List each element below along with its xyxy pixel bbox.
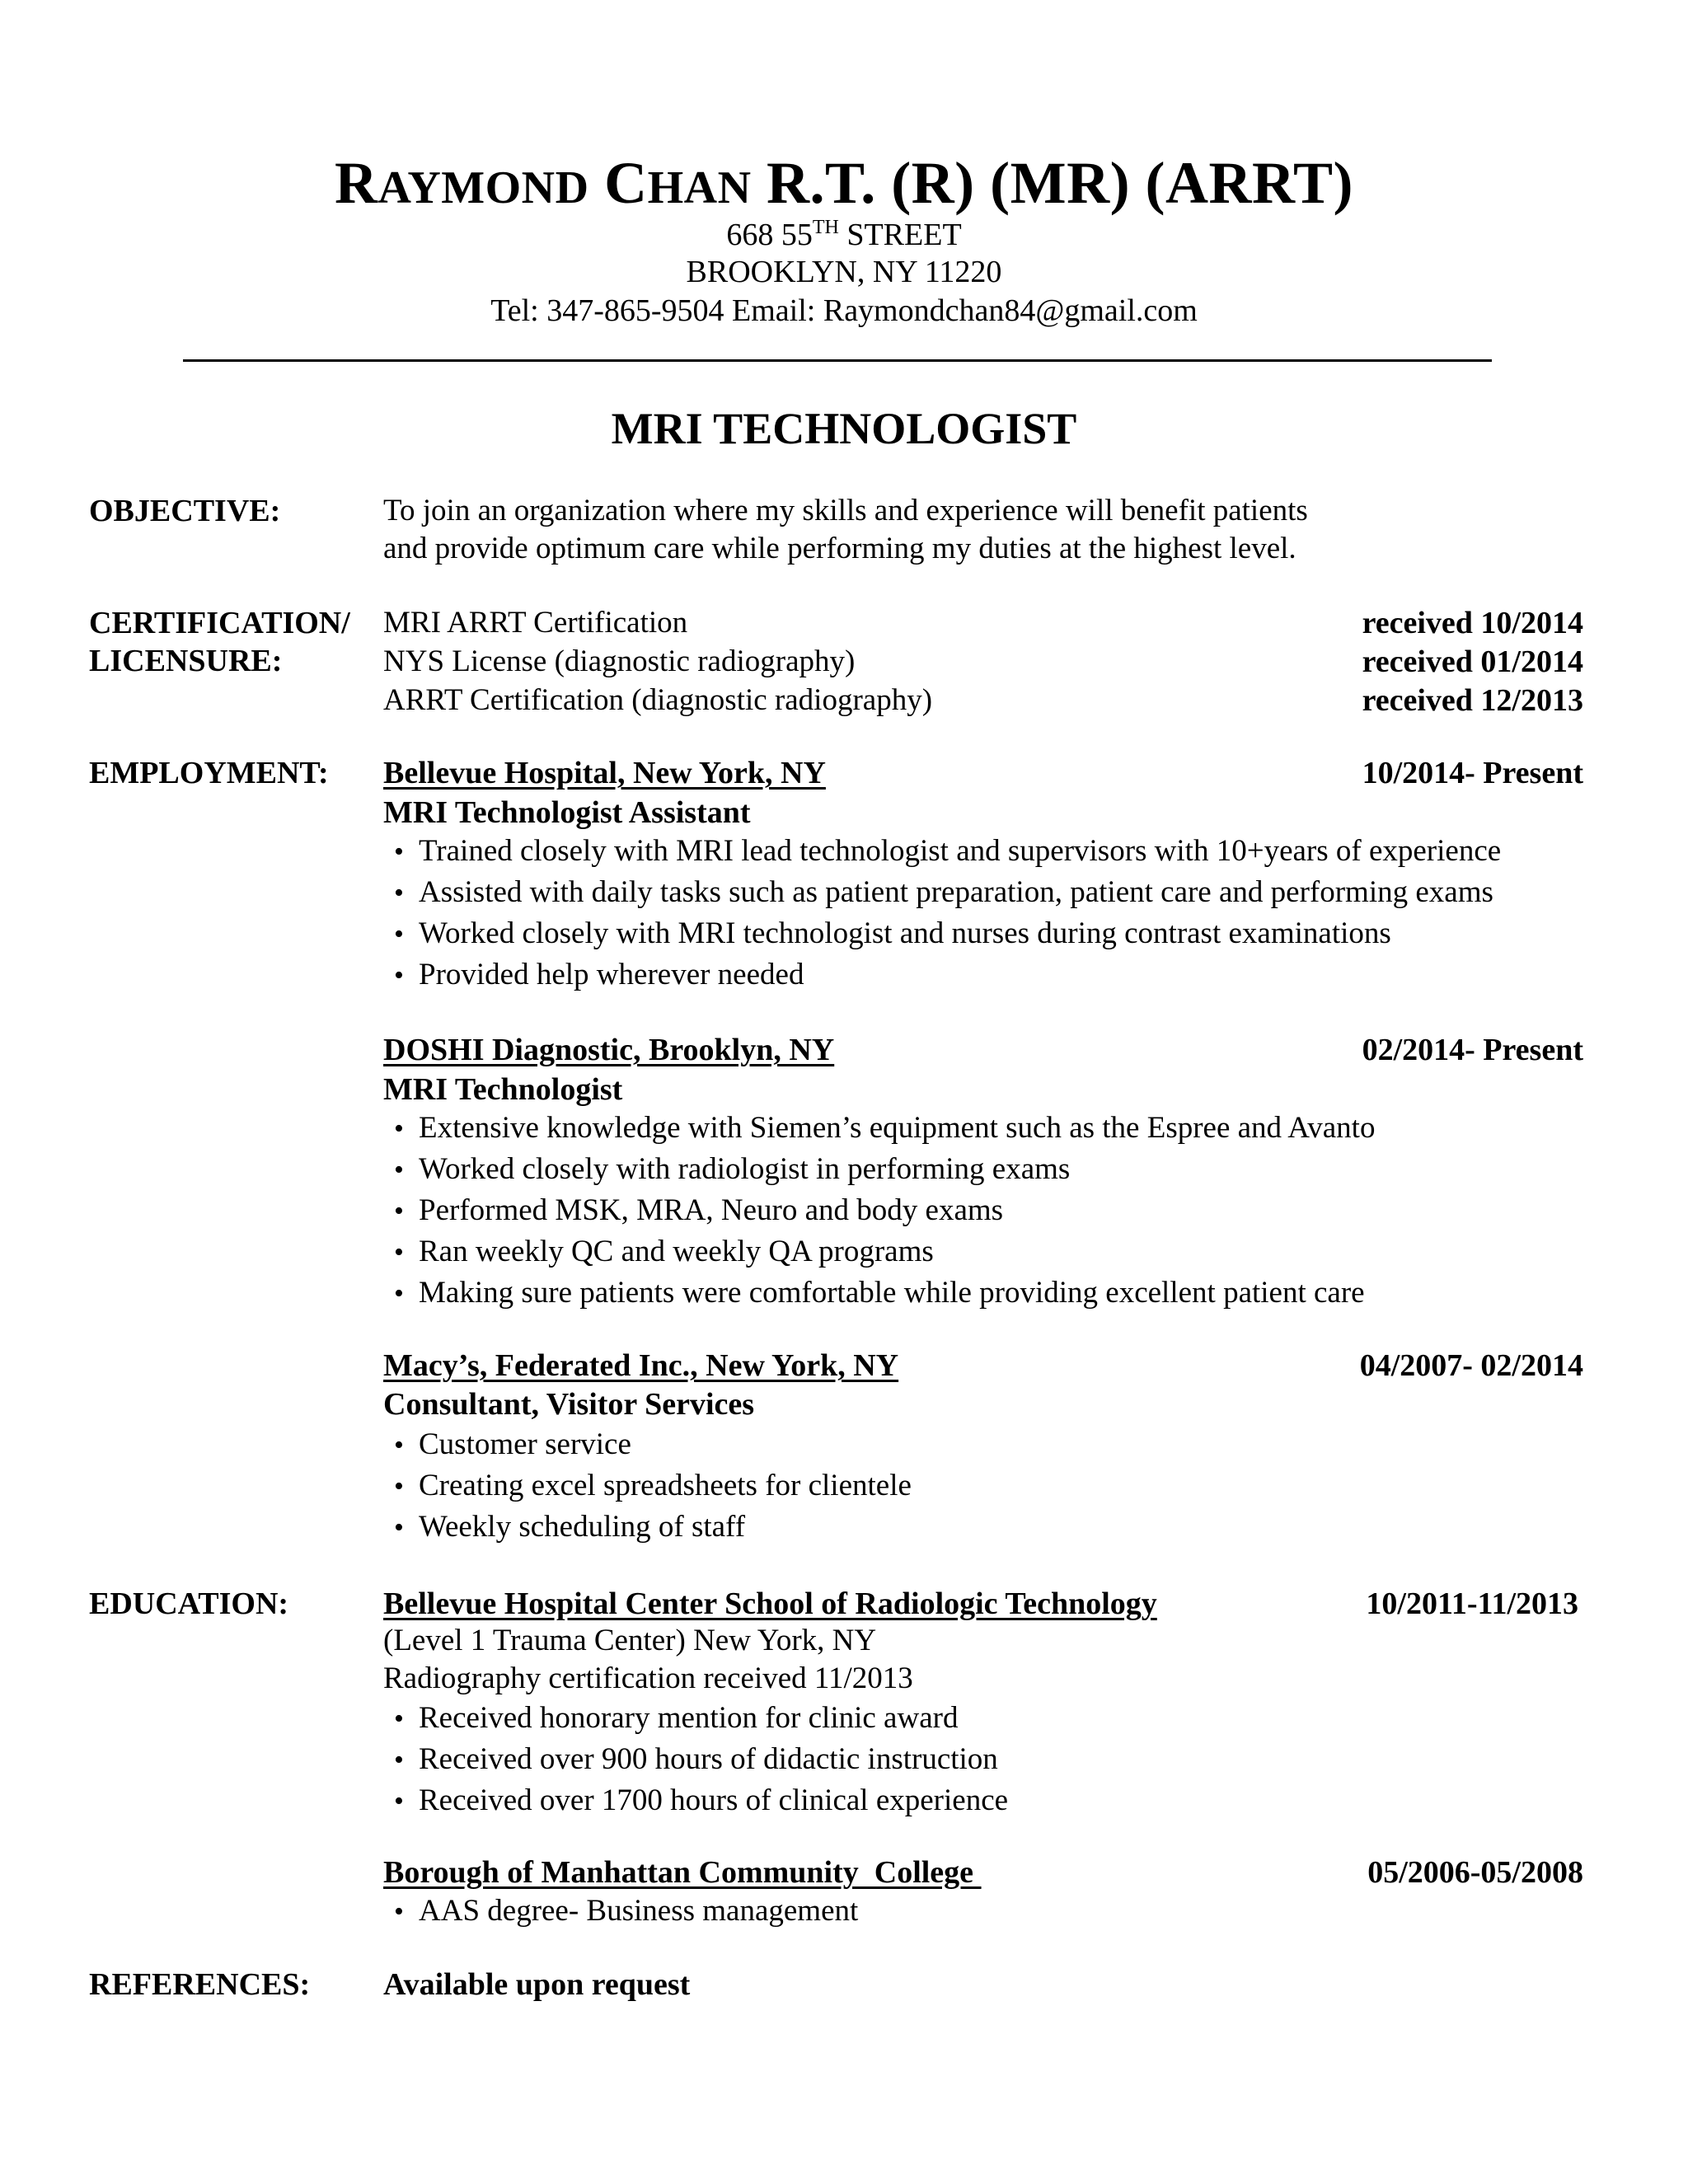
list-item: • Making sure patients were comfortable while providing excellent patient care xyxy=(394,1272,1375,1314)
employer-name: Macy’s, Federated Inc., New York, NY xyxy=(383,1348,899,1383)
education-dates: 10/2011-11/2013 xyxy=(1366,1586,1578,1621)
job-duties-list xyxy=(394,831,1501,996)
list-item: • Weekly scheduling of staff xyxy=(394,1507,912,1548)
address-superscript: TH xyxy=(812,217,839,238)
school-detail: (Level 1 Trauma Center) New York, NY xyxy=(383,1624,877,1657)
job-role: MRI Technologist Assistant xyxy=(383,795,751,830)
list-item: • Provided help wherever needed xyxy=(394,954,1501,996)
employer-name: Bellevue Hospital, New York, NY xyxy=(383,756,826,790)
education-label: EDUCATION: xyxy=(89,1586,289,1621)
objective-label: OBJECTIVE: xyxy=(89,494,281,528)
objective-line-1: To join an organization where my skills and experience will benefit patients xyxy=(383,494,1308,527)
employment-label: EMPLOYMENT: xyxy=(89,756,329,790)
name-initial-first: R xyxy=(335,150,378,216)
references-text: Available upon request xyxy=(383,1967,691,2002)
education-dates: 05/2006-05/2008 xyxy=(1367,1855,1583,1890)
certification-date: received 12/2013 xyxy=(1362,683,1583,718)
job-role: MRI Technologist xyxy=(383,1072,623,1107)
list-item: • AAS degree- Business management xyxy=(394,1891,858,1932)
name-credentials: R.T. (R) (MR) (ARRT) xyxy=(767,150,1353,216)
certification-label: CERTIFICATION/ xyxy=(89,606,350,640)
certification-item: NYS License (diagnostic radiography) xyxy=(383,644,856,678)
job-duties-list xyxy=(394,1424,912,1548)
references-label: REFERENCES: xyxy=(89,1967,311,2002)
list-item: • Extensive knowledge with Siemen’s equipment such as the Espree and Avanto xyxy=(394,1108,1375,1149)
employment-dates: 04/2007- 02/2014 xyxy=(1359,1348,1583,1383)
list-item: • Received honorary mention for clinic award xyxy=(394,1698,1008,1739)
school-name: Bellevue Hospital Center School of Radiologic Technology xyxy=(383,1586,1157,1621)
list-item: • Customer service xyxy=(394,1424,912,1465)
school-name: Borough of Manhattan Community College xyxy=(383,1855,982,1890)
list-item: • Performed MSK, MRA, Neuro and body exams xyxy=(394,1190,1375,1231)
employer-name: DOSHI Diagnostic, Brooklyn, NY xyxy=(383,1033,835,1067)
education-achievements-list xyxy=(394,1698,1008,1821)
job-role: Consultant, Visitor Services xyxy=(383,1387,755,1422)
certification-item: MRI ARRT Certification xyxy=(383,606,688,640)
licensure-label: LICENSURE: xyxy=(89,644,283,678)
education-achievements-list xyxy=(394,1891,858,1932)
list-item: • Received over 1700 hours of clinical experience xyxy=(394,1780,1008,1821)
job-duties-list xyxy=(394,1108,1375,1314)
name-initial-last: C xyxy=(604,150,648,216)
list-item: • Worked closely with radiologist in performing exams xyxy=(394,1149,1375,1190)
city-line: BROOKLYN, NY 11220 xyxy=(686,255,1002,289)
list-item: • Ran weekly QC and weekly QA programs xyxy=(394,1231,1375,1272)
certification-item: ARRT Certification (diagnostic radiography) xyxy=(383,683,933,717)
address-number: 668 55 xyxy=(726,218,813,252)
job-title: MRI TECHNOLOGIST xyxy=(611,404,1077,453)
list-item: • Worked closely with MRI technologist and nurses during contrast examinations xyxy=(394,913,1501,954)
address-line xyxy=(0,214,1688,255)
list-item: • Received over 900 hours of didactic instruction xyxy=(394,1739,1008,1780)
address-street: STREET xyxy=(846,218,962,252)
candidate-name xyxy=(0,150,1688,221)
employment-dates: 10/2014- Present xyxy=(1362,756,1583,790)
employment-dates: 02/2014- Present xyxy=(1362,1033,1583,1067)
list-item: • Creating excel spreadsheets for clientele xyxy=(394,1465,912,1507)
certification-date: received 10/2014 xyxy=(1362,606,1583,640)
certification-date: received 01/2014 xyxy=(1362,644,1583,679)
name-rest-last: HAN xyxy=(647,162,752,213)
objective-line-2: and provide optimum care while performing my duties at the highest level. xyxy=(383,532,1296,565)
list-item: • Assisted with daily tasks such as patient preparation, patient care and performing exams xyxy=(394,872,1501,913)
school-detail: Radiography certification received 11/2013 xyxy=(383,1661,913,1695)
list-item: • Trained closely with MRI lead technologist and supervisors with 10+years of experience xyxy=(394,831,1501,872)
name-rest-first: AYMOND xyxy=(377,162,589,213)
header-divider xyxy=(183,359,1492,362)
contact-line: Tel: 347-865-9504 Email: Raymondchan84@gmail.com xyxy=(490,293,1198,328)
